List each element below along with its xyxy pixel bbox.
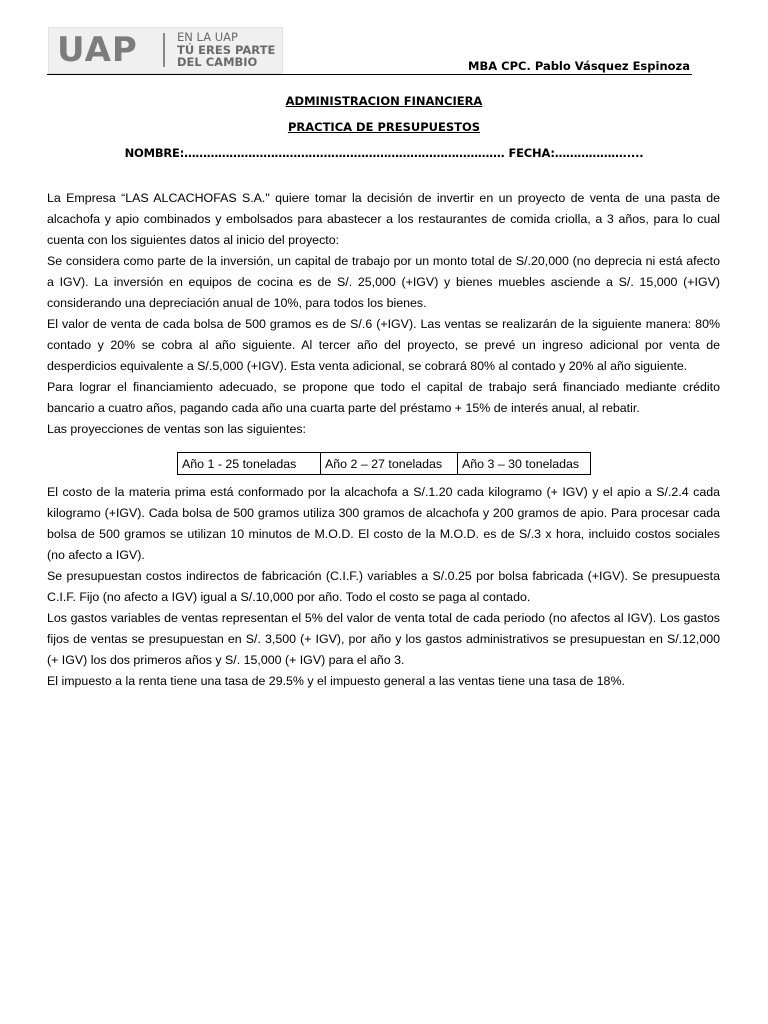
- sales-projection-table: [177, 452, 591, 475]
- logo-tagline: [177, 31, 275, 69]
- body-top: [47, 188, 720, 440]
- practice-title: PRACTICA DE PRESUPUESTOS: [287, 120, 481, 134]
- paragraph: Las proyecciones de ventas son las siguientes:: [47, 422, 306, 436]
- course-title: ADMINISTRACION FINANCIERA: [285, 94, 483, 108]
- paragraph: El impuesto a la renta tiene una tasa de 29.5% y el impuesto general a las ventas tiene una tasa de 18%.: [47, 674, 625, 688]
- body-bottom: [47, 482, 720, 692]
- paragraph: El valor de venta de cada bolsa de 500 gramos es de S/.6 (+IGV). Las ventas se realizarán de la siguiente manera: 80% contado y 20% se cobra al año siguiente. Al tercer año del proyecto, se prevé un ingreso adicional por venta de desperdicios equivalente a S/.5,000 (+IGV). Esta venta adicional, se cobrará 80% al contado y 20% al año siguiente.: [47, 317, 720, 373]
- table-cell: Año 3 – 30 toneladas: [458, 453, 591, 475]
- paragraph: Para lograr el financiamiento adecuado, se propone que todo el capital de trabajo será financiado mediante crédito bancario a cuatro años, pagando cada año una cuarta parte del préstamo + 15% de interés anual, al rebatir.: [47, 380, 720, 415]
- table-cell: Año 1 - 25 toneladas: [178, 453, 321, 475]
- uap-logo: [48, 27, 283, 74]
- paragraph: Se presupuestan costos indirectos de fabricación (C.I.F.) variables a S/.0.25 por bolsa fabricada (+IGV). Se presupuesta C.I.F. Fijo (no afecto a IGV) igual a S/.10,000 por año. Todo el costo se paga al contado.: [47, 569, 720, 604]
- logo-tagline-line: TÚ ERES PARTE: [177, 42, 276, 57]
- logo-tagline-line: EN LA UAP: [177, 30, 238, 44]
- paragraph: El costo de la materia prima está conformado por la alcachofa a S/.1.20 cada kilogramo (+ IGV) y el apio a S/.2.4 cada kilogramo (+IGV). Cada bolsa de 500 gramos utiliza 300 gramos de alcachofa y 200 gramos de apio. Para procesar cada bolsa de 500 gramos se utilizan 10 minutos de M.O.D. El costo de la M.O.D. es de S/.3 x hora, incluido costos sociales (no afecto a IGV).: [47, 485, 720, 562]
- author-name: MBA CPC. Pablo Vásquez Espinoza: [468, 59, 690, 73]
- name-date-line: NOMBRE:…………………………………………………………………………. FECHA:……………….....: [124, 146, 644, 160]
- table-row: [178, 453, 591, 475]
- table-cell: Año 2 – 27 toneladas: [321, 453, 458, 475]
- logo-wordmark: UAP: [57, 30, 138, 70]
- paragraph: Se considera como parte de la inversión, un capital de trabajo por un monto total de S/.20,000 (no deprecia ni está afecto a IGV). La inversión en equipos de cocina es de S/. 25,000 (+IGV) y bienes muebles asciende a S/. 15,000 (+IGV) considerando una depreciación anual de 10%, para todos los bienes.: [47, 254, 720, 310]
- paragraph: La Empresa “LAS ALCACHOFAS S.A." quiere tomar la decisión de invertir en un proyecto de venta de una pasta de alcachofa y apio combinados y embolsados para abastecer a los restaurantes de comida criolla, a 3 años, para lo cual cuenta con los siguientes datos al inicio del proyecto:: [47, 191, 720, 247]
- header-divider: [47, 74, 692, 75]
- logo-divider: [163, 33, 165, 67]
- paragraph: Los gastos variables de ventas representan el 5% del valor de venta total de cada periodo (no afectos al IGV). Los gastos fijos de ventas se presupuestan en S/. 3,500 (+ IGV), por año y los gastos administrativos se presupuestan en S/.12,000 (+ IGV) los dos primeros años y S/. 15,000 (+ IGV) para el año 3.: [47, 611, 720, 667]
- logo-tagline-line: DEL CAMBIO: [177, 55, 258, 69]
